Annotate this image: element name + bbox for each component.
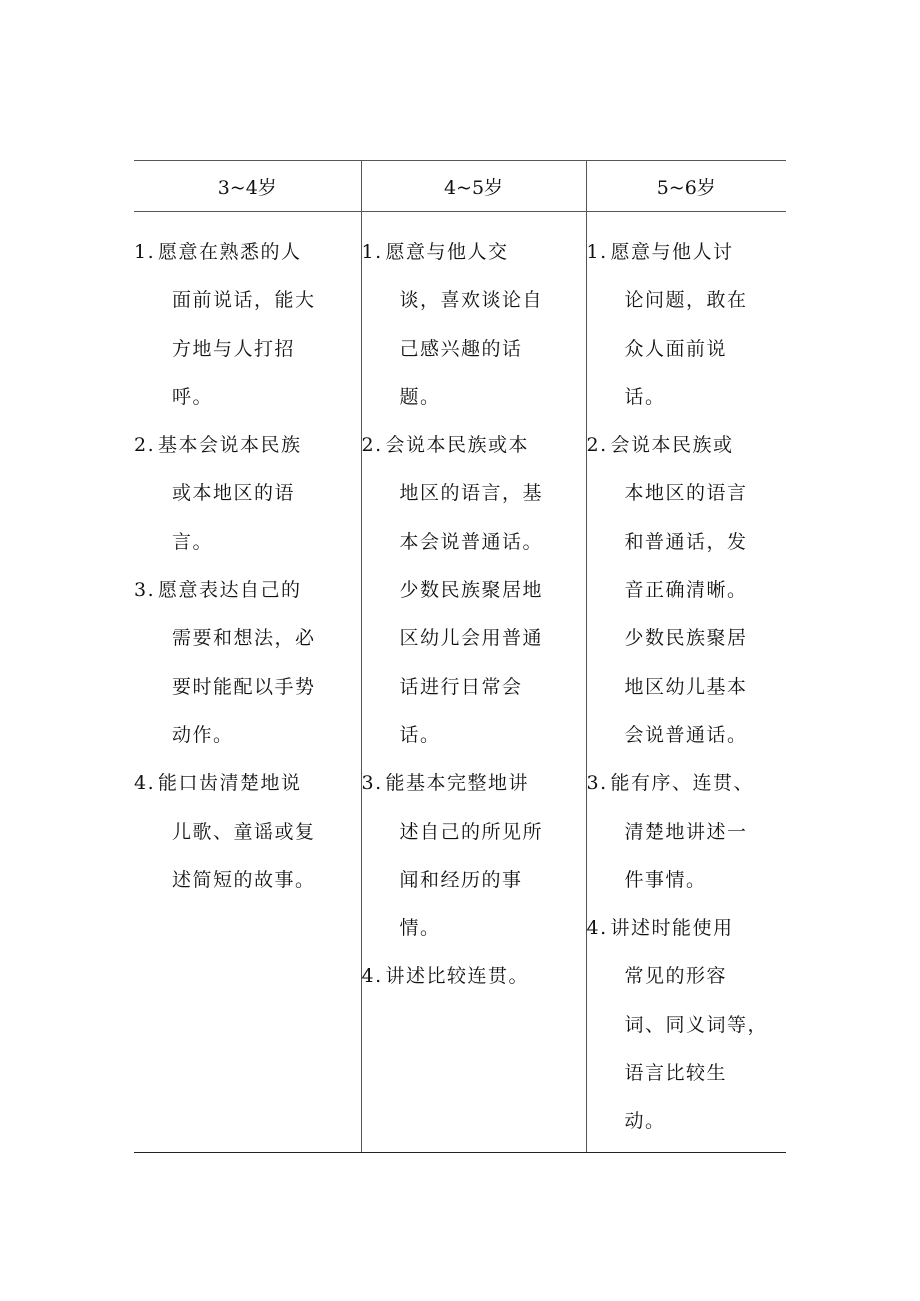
item-line: 面前说话，能大: [172, 289, 316, 312]
item-line: 题。: [399, 385, 441, 408]
column-age-5-6: [586, 212, 786, 1153]
column-age-3-4: [134, 212, 361, 1153]
item-line: 闻和经历的事: [399, 868, 523, 891]
list-item: [362, 759, 586, 952]
item-text: [158, 421, 361, 566]
item-line: 呼。: [172, 385, 214, 408]
age-stage-table: [134, 160, 786, 1153]
item-line: 述简短的故事。: [172, 868, 316, 891]
item-number: 1.: [586, 241, 608, 263]
item-line: 己感兴趣的话: [399, 337, 523, 360]
item-text: [158, 228, 361, 421]
item-text: [386, 421, 586, 759]
item-line: 讲述比较连贯。: [385, 965, 530, 988]
item-line: 件事情。: [624, 868, 707, 891]
item-line: 众人面前说: [624, 337, 728, 360]
item-line: 愿意表达自己的: [158, 579, 302, 602]
item-text: [386, 952, 586, 1000]
item-number: 2.: [586, 434, 608, 457]
item-line: 基本会说本民族: [158, 434, 302, 457]
list-item: [587, 228, 787, 421]
item-line: 少数民族聚居地: [399, 579, 544, 602]
item-line: 需要和想法，必: [172, 627, 316, 650]
item-line: 能口齿清楚地说: [158, 772, 302, 795]
header-row: [134, 161, 786, 212]
item-number: 2.: [361, 434, 383, 457]
item-number: 3.: [586, 772, 608, 795]
item-line: 语言比较生: [624, 1062, 728, 1085]
item-number: 4.: [134, 772, 156, 795]
item-number: 2.: [134, 434, 156, 457]
item-text: [611, 904, 787, 1145]
item-line: 和普通话，发: [624, 530, 748, 553]
list-item: [362, 952, 586, 1000]
item-line: 论问题，敢在: [624, 289, 748, 312]
item-number: 3.: [134, 579, 156, 602]
item-text: [158, 566, 361, 759]
list-item: [362, 228, 586, 421]
item-text: [386, 228, 586, 421]
item-line: 音正确清晰。: [624, 579, 748, 602]
list-item: [587, 421, 787, 759]
item-line: 讲述时能使用: [610, 917, 734, 940]
item-line: 本会说普通话。: [399, 530, 544, 553]
header-age-3-4: 3~4岁: [134, 161, 361, 212]
item-line: 地区的语言，基: [399, 482, 544, 505]
item-line: 会说普通话。: [624, 723, 748, 746]
item-line: 动。: [624, 1110, 666, 1133]
header-age-5-6: 5~6岁: [586, 161, 786, 212]
item-line: 本地区的语言: [624, 482, 748, 505]
item-line: 愿意在熟悉的人: [158, 241, 302, 263]
item-line: 言。: [172, 530, 214, 553]
item-number: 1.: [361, 241, 383, 263]
item-line: 话。: [399, 723, 441, 746]
item-line: 能有序、连贯、: [610, 772, 755, 795]
item-line: 或本地区的语: [172, 482, 296, 505]
item-line: 区幼儿会用普通: [399, 627, 544, 650]
list-item: [587, 904, 787, 1145]
item-line: 谈，喜欢谈论自: [399, 289, 544, 312]
content-row: [134, 212, 786, 1153]
item-line: 愿意与他人讨: [610, 241, 734, 263]
item-line: 情。: [399, 917, 441, 940]
item-number: 4.: [586, 917, 608, 940]
list-item: [134, 228, 361, 421]
list-item: [587, 759, 787, 904]
list-item: [134, 759, 361, 904]
item-text: [611, 228, 787, 421]
item-line: 地区幼儿基本: [624, 675, 748, 698]
item-line: 少数民族聚居: [624, 627, 748, 650]
item-line: 儿歌、童谣或复: [172, 820, 316, 843]
item-line: 述自己的所见所: [399, 820, 544, 843]
item-number: 3.: [361, 772, 383, 795]
header-age-4-5: 4~5岁: [361, 161, 586, 212]
item-text: [611, 759, 787, 904]
list-item: [134, 421, 361, 566]
language-development-table: [134, 160, 786, 1153]
item-line: 话。: [624, 385, 666, 408]
item-line: 会说本民族或本: [385, 434, 530, 457]
column-age-4-5: [361, 212, 586, 1153]
item-text: [158, 759, 361, 904]
list-item: [134, 566, 361, 759]
list-item: [362, 421, 586, 759]
item-line: 能基本完整地讲: [385, 772, 530, 795]
item-line: 词、同义词等，: [624, 1013, 769, 1036]
item-line: 话进行日常会: [399, 675, 523, 698]
item-line: 会说本民族或: [610, 434, 734, 457]
item-line: 动作。: [172, 723, 234, 746]
item-line: 方地与人打招: [172, 337, 296, 360]
item-line: 常见的形容: [624, 965, 728, 988]
item-text: [386, 759, 586, 952]
item-text: [611, 421, 787, 759]
item-line: 愿意与他人交: [385, 241, 509, 263]
item-number: 4.: [361, 965, 383, 988]
item-line: 要时能配以手势: [172, 675, 316, 698]
item-line: 清楚地讲述一: [624, 820, 748, 843]
item-number: 1.: [134, 241, 156, 263]
